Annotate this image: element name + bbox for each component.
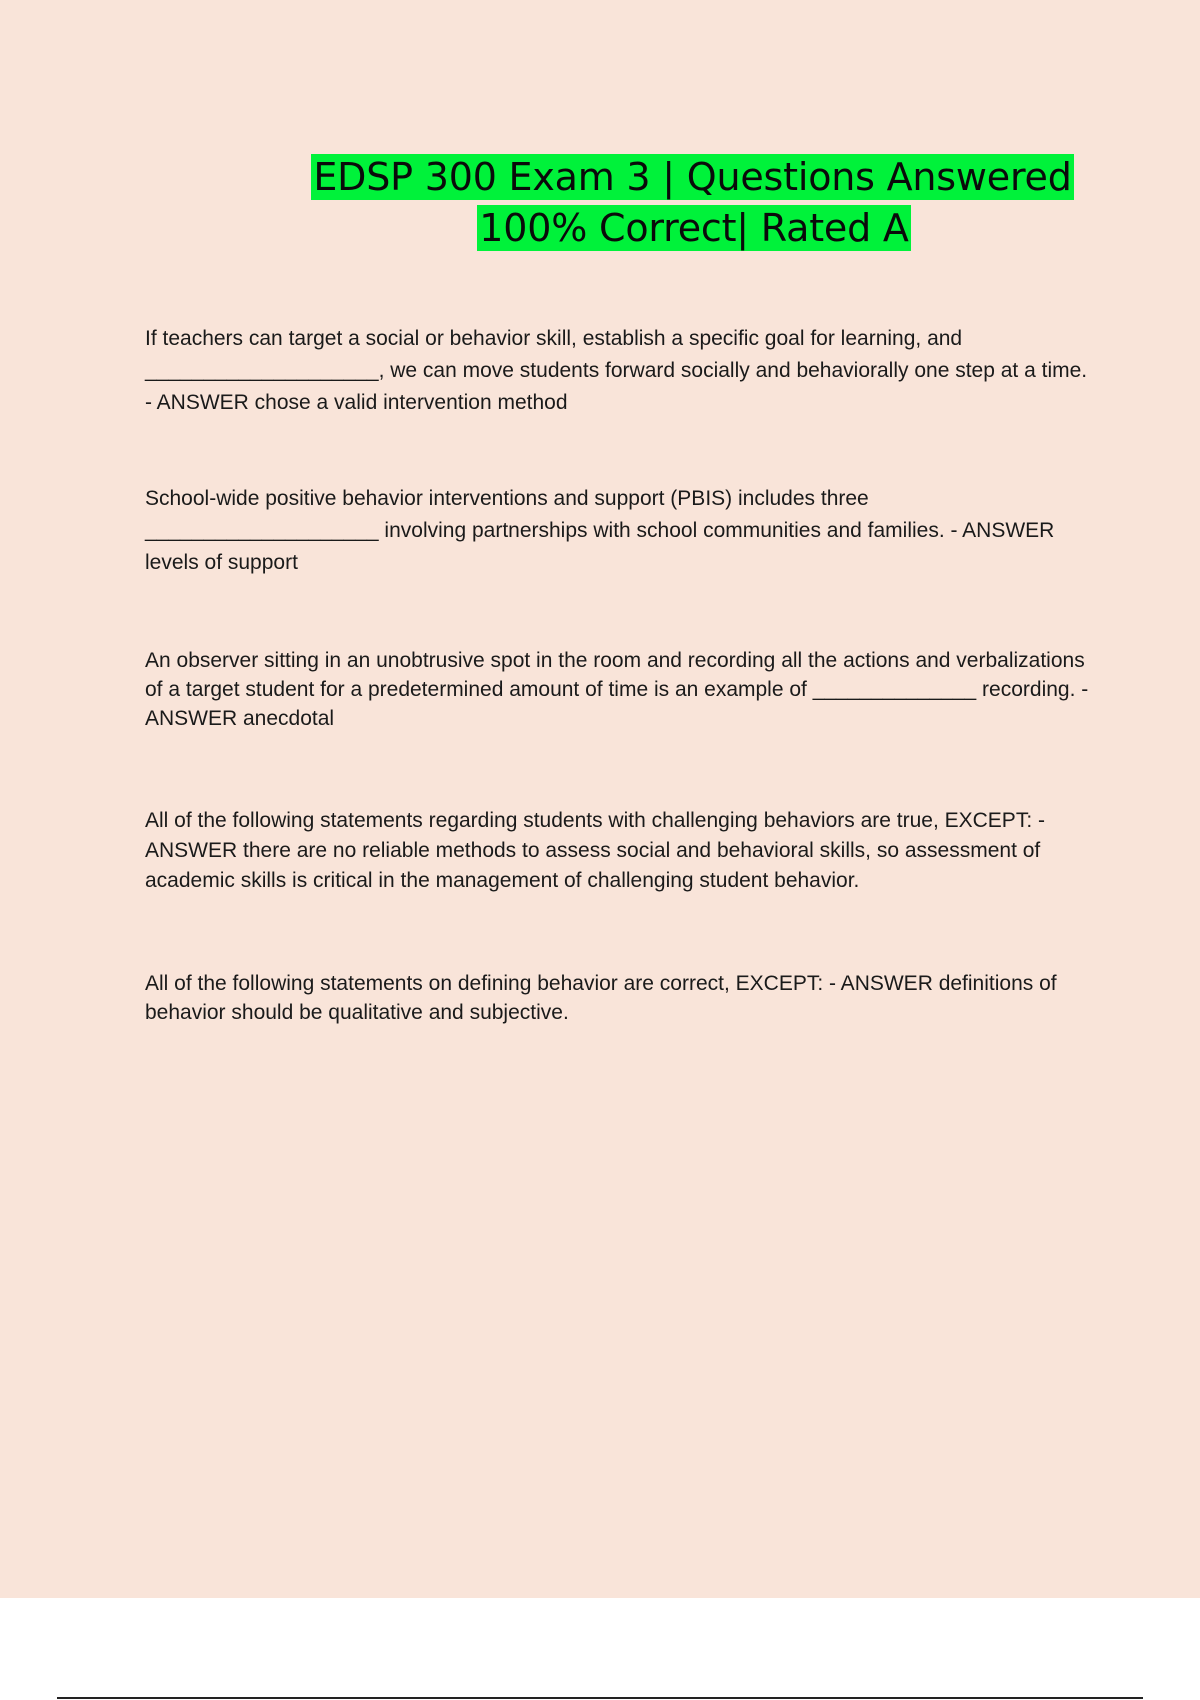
question-answer-item: School-wide positive behavior interventions and support (PBIS) includes three ____________________ involving partnerships with school communities and families. - ANSWER levels of support: [145, 487, 1055, 574]
footer-divider: [57, 1697, 1143, 1699]
question-answer-item: An observer sitting in an unobtrusive spot in the room and recording all the actions and verbalizations of a target student for a predetermined amount of time is an example of ______________ recording. - ANSWER anecdotal: [145, 649, 1089, 730]
question-answer-item: If teachers can target a social or behavior skill, establish a specific goal for learning, and ____________________, we can move students forward socially and behaviorally one step at a time. - ANSWER chose a valid intervention method: [145, 327, 1088, 414]
title-line-1: [0, 152, 1200, 203]
question-answer-item: All of the following statements regarding students with challenging behaviors are true, EXCEPT: - ANSWER there are no reliable methods to assess social and behavioral skills, so assessment of academic skills is critical in the management of challenging student behavior.: [145, 809, 1045, 892]
title-highlight-2: 100% Correct| Rated A: [479, 206, 909, 250]
document-title: [0, 152, 1200, 254]
title-line-2: [0, 203, 1200, 254]
question-answer-item: All of the following statements on defining behavior are correct, EXCEPT: - ANSWER definitions of behavior should be qualitative and subjective.: [145, 972, 1057, 1024]
title-highlight-1: EDSP 300 Exam 3 | Questions Answered: [313, 155, 1072, 199]
